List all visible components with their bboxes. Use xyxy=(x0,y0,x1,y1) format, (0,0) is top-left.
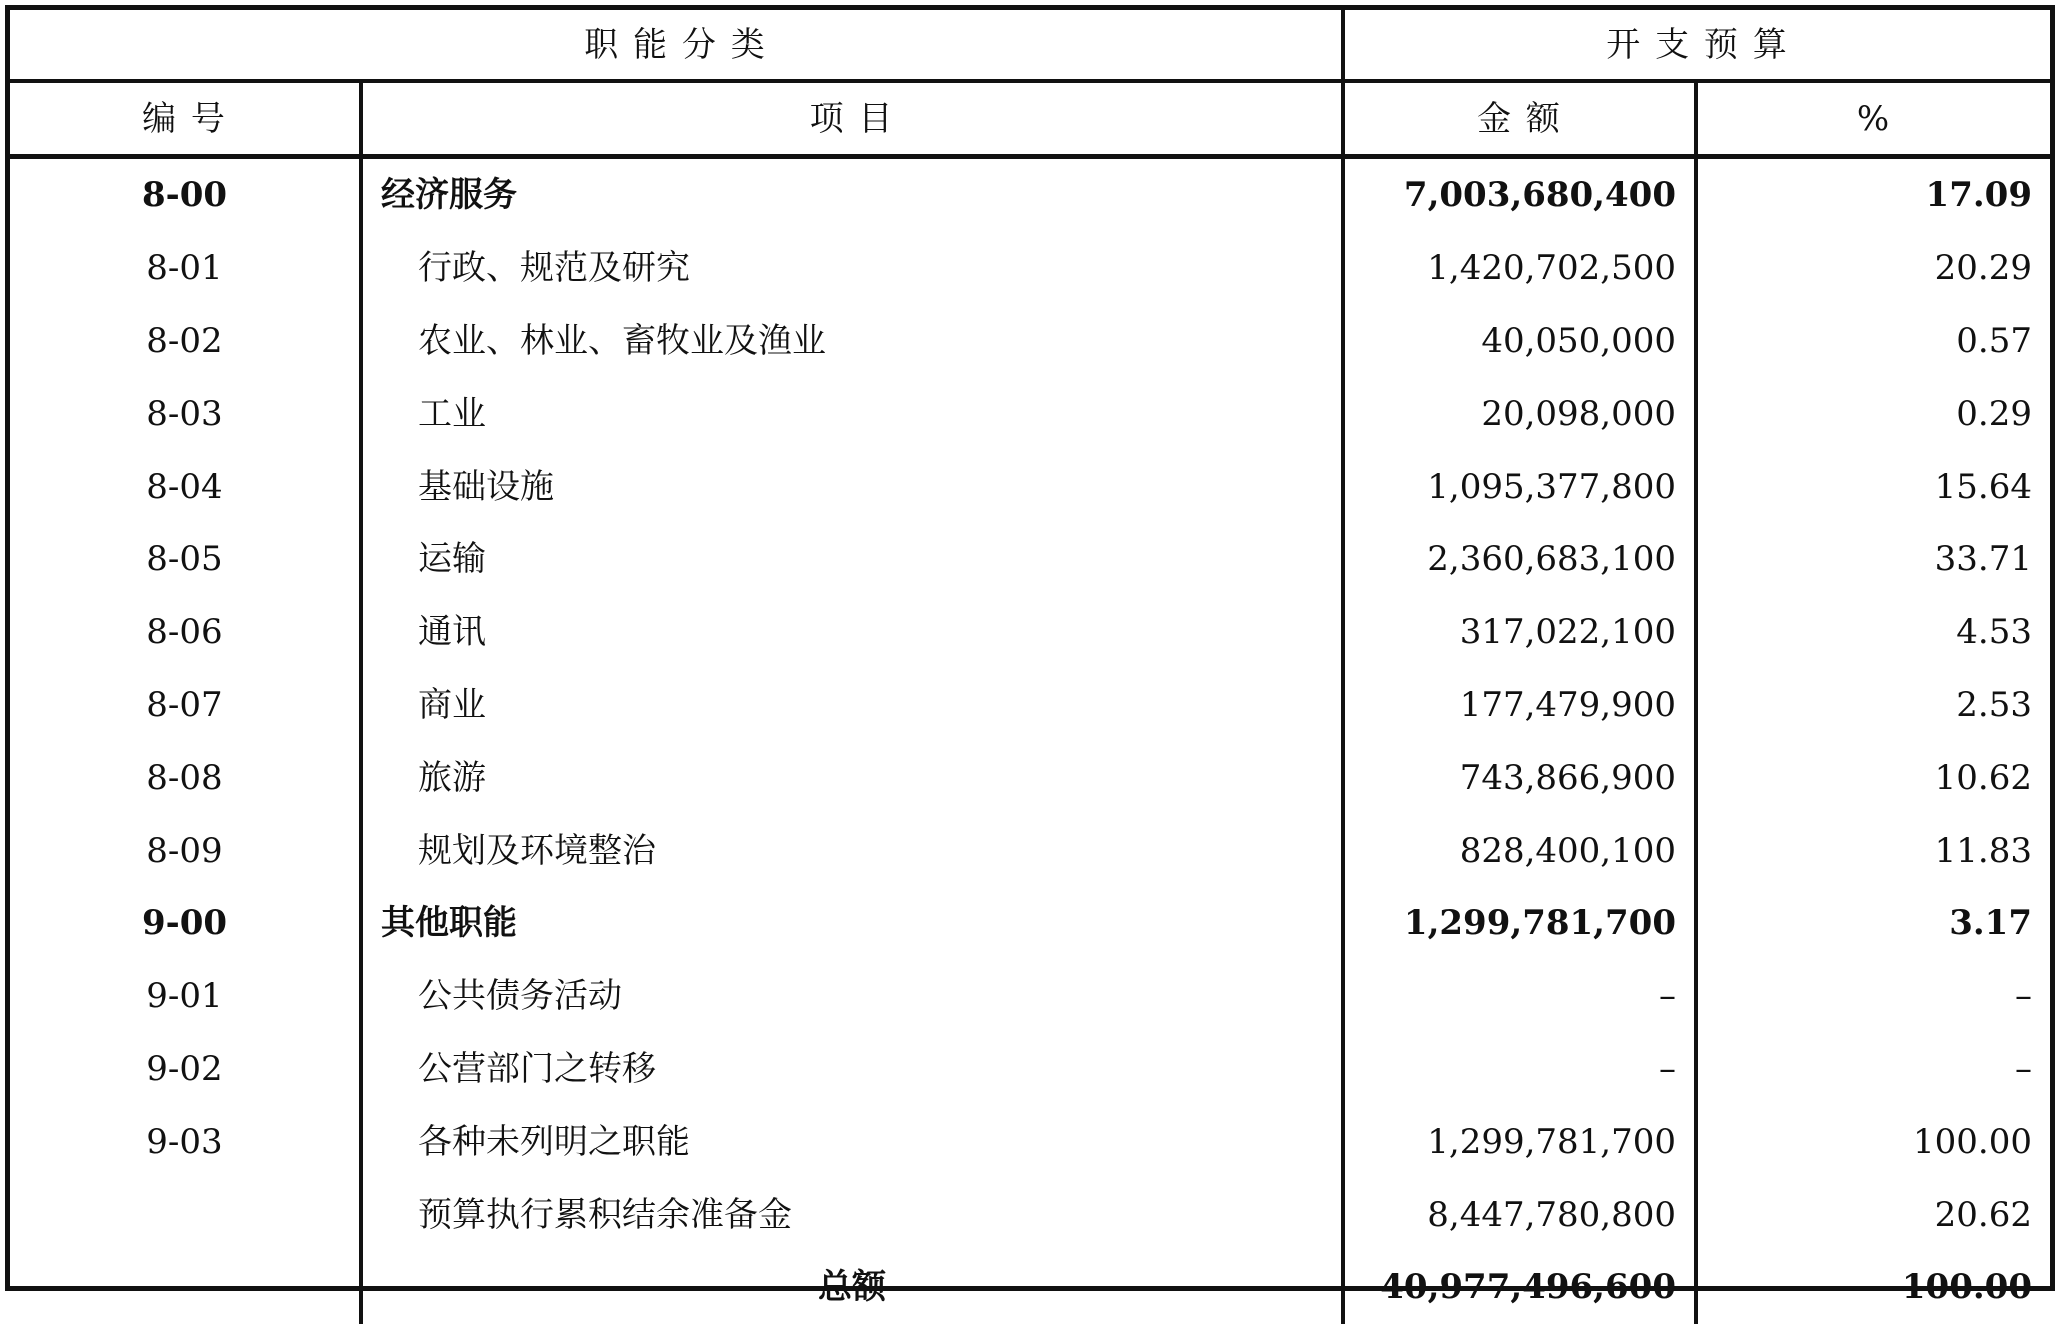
table-row xyxy=(10,669,2050,742)
amount-cell: – xyxy=(1343,960,1696,1033)
item-cell: 公共债务活动 xyxy=(361,960,1343,1033)
code-cell: 8-03 xyxy=(146,393,223,434)
percent-cell: 20.29 xyxy=(1696,232,2050,305)
total-percent: 100.00 xyxy=(1696,1251,2050,1324)
table-row xyxy=(10,596,2050,669)
code-cell: 9-02 xyxy=(146,1048,223,1089)
code-cell: 9-03 xyxy=(146,1121,223,1162)
code-cell: 8-08 xyxy=(146,757,223,798)
percent-cell: 0.57 xyxy=(1696,305,2050,378)
total-label: 总额 xyxy=(361,1251,1343,1324)
amount-cell: 1,299,781,700 xyxy=(1343,1105,1696,1178)
item-cell: 基础设施 xyxy=(361,450,1343,523)
header-percent: % xyxy=(1696,81,2050,157)
header-category: 职 能 分 类 xyxy=(10,10,1343,81)
total-row xyxy=(10,1251,2050,1324)
table-row xyxy=(10,887,2050,960)
percent-cell: 100.00 xyxy=(1696,1105,2050,1178)
amount-cell: 20,098,000 xyxy=(1343,377,1696,450)
code-cell xyxy=(10,1178,361,1251)
total-code-cell xyxy=(10,1251,361,1324)
table-row xyxy=(10,1105,2050,1178)
table-row xyxy=(10,523,2050,596)
table-row xyxy=(10,1033,2050,1106)
item-cell: 各种未列明之职能 xyxy=(361,1105,1343,1178)
header-item: 项 目 xyxy=(361,81,1343,157)
item-cell: 经济服务 xyxy=(361,157,1343,232)
item-cell: 旅游 xyxy=(361,741,1343,814)
amount-cell: 317,022,100 xyxy=(1343,596,1696,669)
amount-cell: 828,400,100 xyxy=(1343,814,1696,887)
header-budget: 开 支 预 算 xyxy=(1343,10,2050,81)
budget-table-frame xyxy=(5,5,2055,1308)
header-amount: 金 额 xyxy=(1343,81,1696,157)
amount-cell: 1,095,377,800 xyxy=(1343,450,1696,523)
total-amount: 40,977,496,600 xyxy=(1343,1251,1696,1324)
item-cell: 其他职能 xyxy=(361,887,1343,960)
item-cell: 农业、林业、畜牧业及渔业 xyxy=(361,305,1343,378)
percent-cell: 2.53 xyxy=(1696,669,2050,742)
item-cell: 公营部门之转移 xyxy=(361,1033,1343,1106)
table-row xyxy=(10,377,2050,450)
code-cell: 8-09 xyxy=(146,830,223,871)
amount-cell: 7,003,680,400 xyxy=(1343,157,1696,232)
percent-cell: – xyxy=(1696,1033,2050,1106)
amount-cell: 1,420,702,500 xyxy=(1343,232,1696,305)
percent-cell: 17.09 xyxy=(1696,157,2050,232)
code-cell: 8-04 xyxy=(146,466,223,507)
table-row xyxy=(10,232,2050,305)
code-cell: 8-05 xyxy=(146,539,223,580)
item-cell: 预算执行累积结余准备金 xyxy=(361,1178,1343,1251)
percent-cell: 20.62 xyxy=(1696,1178,2050,1251)
amount-cell: 1,299,781,700 xyxy=(1343,887,1696,960)
code-cell: 8-06 xyxy=(146,612,223,653)
code-cell: 8-01 xyxy=(146,248,223,289)
percent-cell: 4.53 xyxy=(1696,596,2050,669)
amount-cell: – xyxy=(1343,1033,1696,1106)
code-cell: 9-00 xyxy=(141,903,228,944)
table-row xyxy=(10,741,2050,814)
budget-table xyxy=(10,10,2050,1324)
percent-cell: – xyxy=(1696,960,2050,1033)
table-row xyxy=(10,814,2050,887)
amount-cell: 8,447,780,800 xyxy=(1343,1178,1696,1251)
amount-cell: 2,360,683,100 xyxy=(1343,523,1696,596)
code-cell: 8-07 xyxy=(146,684,223,725)
table-row xyxy=(10,1178,2050,1251)
amount-cell: 40,050,000 xyxy=(1343,305,1696,378)
amount-cell: 177,479,900 xyxy=(1343,669,1696,742)
table-row xyxy=(10,157,2050,232)
code-cell: 9-01 xyxy=(146,976,223,1017)
percent-cell: 3.17 xyxy=(1696,887,2050,960)
table-row xyxy=(10,450,2050,523)
percent-cell: 33.71 xyxy=(1696,523,2050,596)
table-row xyxy=(10,305,2050,378)
percent-cell: 15.64 xyxy=(1696,450,2050,523)
item-cell: 运输 xyxy=(361,523,1343,596)
item-cell: 通讯 xyxy=(361,596,1343,669)
header-row-2 xyxy=(10,81,2050,157)
item-cell: 行政、规范及研究 xyxy=(361,232,1343,305)
item-cell: 工业 xyxy=(361,377,1343,450)
header-row-1 xyxy=(10,10,2050,81)
code-cell: 8-02 xyxy=(146,320,223,361)
item-cell: 规划及环境整治 xyxy=(361,814,1343,887)
code-cell: 8-00 xyxy=(141,175,228,216)
amount-cell: 743,866,900 xyxy=(1343,741,1696,814)
percent-cell: 10.62 xyxy=(1696,741,2050,814)
percent-cell: 11.83 xyxy=(1696,814,2050,887)
item-cell: 商业 xyxy=(361,669,1343,742)
percent-cell: 0.29 xyxy=(1696,377,2050,450)
table-row xyxy=(10,960,2050,1033)
header-code: 编 号 xyxy=(10,81,361,157)
